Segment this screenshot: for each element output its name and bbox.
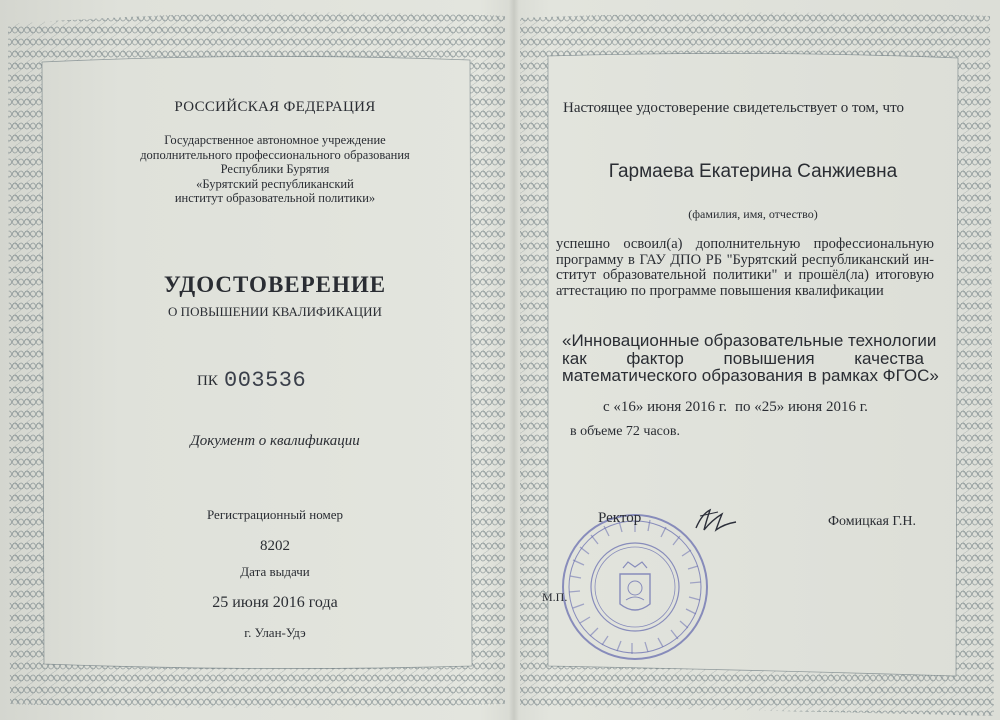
statement-line: успешно освоил(а) дополнительную профессиональную	[556, 236, 934, 252]
document-subtitle: О ПОВЫШЕНИИ КВАЛИФИКАЦИИ	[168, 304, 382, 319]
issue-date: 25 июня 2016 года	[212, 594, 338, 611]
seal-place-mark: М.П.	[542, 590, 568, 604]
rector-name: Фомицкая Г.Н.	[828, 514, 917, 529]
statement-line: аттестацию по программе повышения квалификации	[556, 282, 884, 299]
statement-line: ститут образовательной политики" и прошёл(ла) итоговую	[556, 267, 934, 283]
program-title	[562, 331, 939, 385]
institution-line: Республики Бурятия	[220, 162, 330, 176]
issue-date-label: Дата выдачи	[240, 564, 310, 579]
document-number: 003536	[224, 368, 307, 393]
period-start: с «16» июня 2016 г.	[603, 399, 728, 415]
institution-line: институт образовательной политики»	[174, 191, 376, 205]
program-line: «Инновационные образовательные технологии	[562, 331, 937, 350]
institution-line: «Бурятский республиканский	[196, 176, 354, 191]
holder-full-name: Гармаева Екатерина Санжиевна	[608, 161, 898, 182]
rector-label: Ректор	[598, 510, 642, 526]
document-type: Документ о квалификации	[190, 433, 360, 449]
completion-statement	[556, 237, 934, 299]
period-end: по «25» июня 2016 г.	[735, 399, 868, 415]
certificate-intro: Настоящее удостоверение свидетельствует о том, что	[563, 100, 904, 116]
registration-number: 8202	[260, 538, 290, 554]
issue-city: г. Улан-Удэ	[244, 625, 306, 640]
institution-name	[90, 133, 460, 206]
rector-signature	[692, 500, 742, 540]
institution-line: Государственное автономное учреждение	[164, 133, 386, 147]
name-caption: (фамилия, имя, отчество)	[688, 207, 818, 221]
country-heading: РОССИЙСКАЯ ФЕДЕРАЦИЯ	[174, 99, 376, 115]
registration-label: Регистрационный номер	[207, 507, 343, 522]
center-fold	[509, 0, 519, 720]
document-title: УДОСТОВЕРЕНИЕ	[163, 272, 387, 297]
training-hours: в объеме 72 часов.	[570, 424, 680, 439]
institution-line: дополнительного профессионального образования	[140, 147, 410, 162]
program-line: математического образования в рамках ФГОС»	[562, 366, 939, 385]
program-line: как фактор повышения качества	[562, 348, 924, 368]
official-seal-stamp	[560, 512, 710, 662]
statement-line: программу в ГАУ ДПО РБ "Бурятский республиканский ин-	[556, 251, 934, 268]
document-series: ПК	[197, 373, 218, 389]
